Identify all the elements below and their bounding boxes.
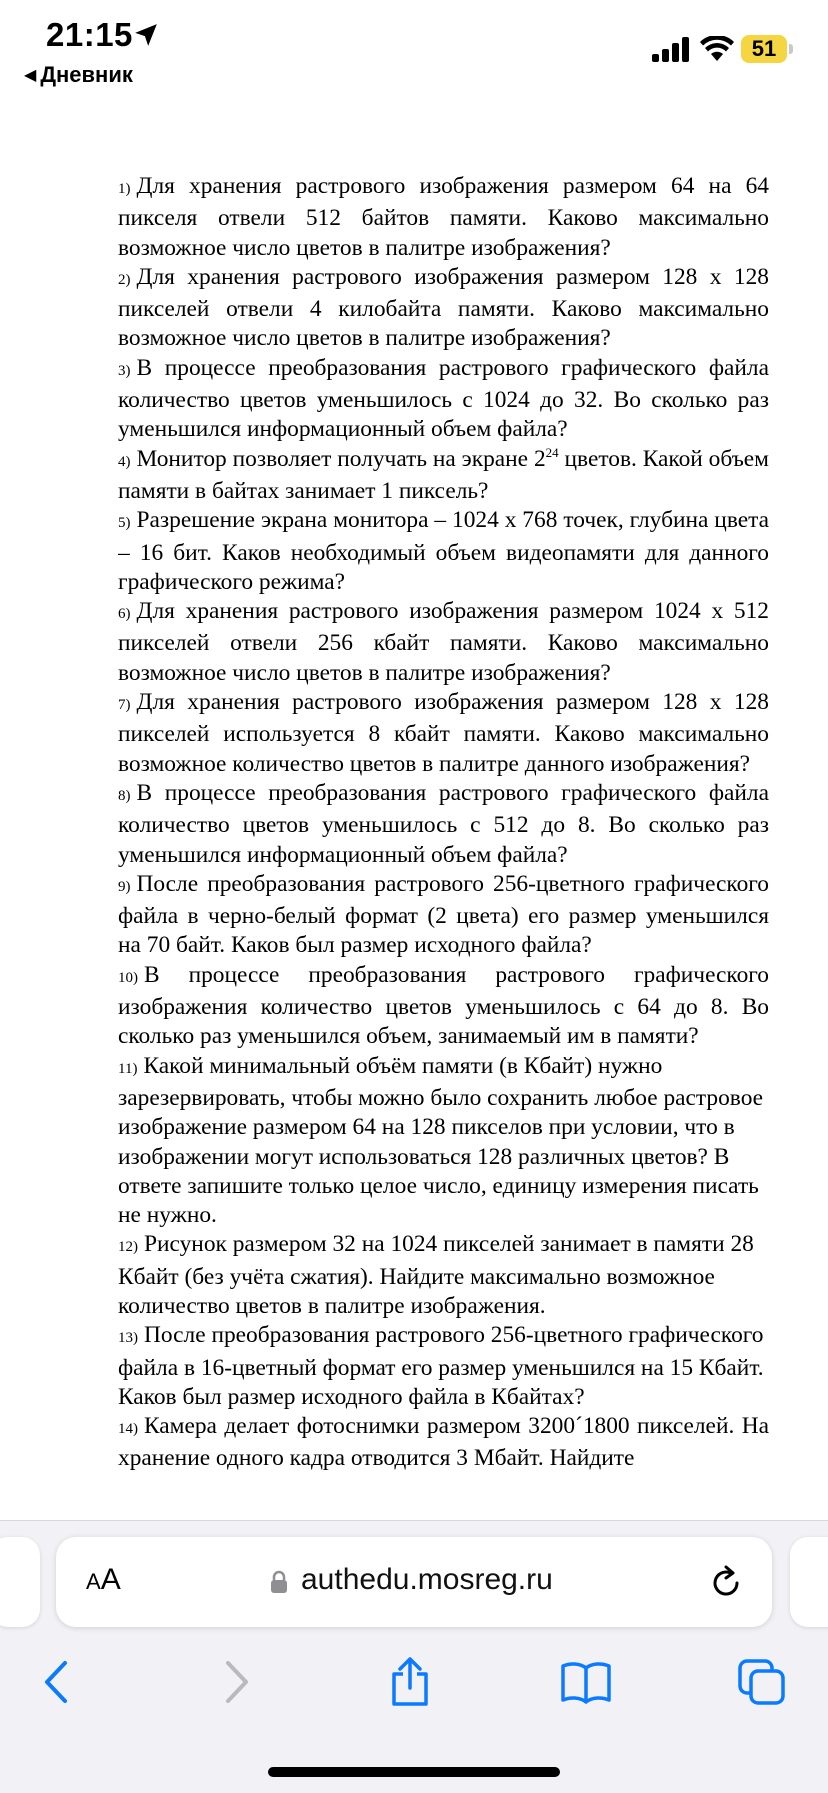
bookmarks-button[interactable] (556, 1654, 616, 1710)
address-bar[interactable] (56, 1537, 772, 1627)
question-8: 8) В процессе преобразования растрового графического файла количество цветов уменьшилось с 512 до 8. Во сколько раз уменьшился информационный объем файла? (118, 779, 769, 868)
back-button[interactable] (26, 1654, 86, 1710)
question-3: 3) В процессе преобразования растрового графического файла количество цветов уменьшилось с 1024 до 32. Во сколько раз уменьшился информационный объем файла? (118, 354, 769, 443)
question-14: 14) Камера делает фотоснимки размером 3200´1800 пикселей. На хранение одного кадра отводится 3 Мбайт. Найдите (118, 1413, 769, 1472)
tabs-icon (737, 1658, 787, 1706)
back-to-app-button[interactable] (24, 62, 133, 88)
question-4: 4) Монитор позволяет получать на экране $2^{24}$ цветов. Какой объем памяти в байтах занимает 1 пиксель? (118, 444, 769, 504)
status-bar (0, 0, 828, 100)
battery-indicator: 51 (741, 35, 787, 63)
question-12: 12) Рисунок размером 32 на 1024 пикселей занимает в памяти 28 Кбайт (без учёта сжатия). Найдите максимально возможное количество цветов в палитре изображения. (118, 1231, 754, 1319)
question-2: 2) Для хранения растрового изображения размером 128 x 128 пикселей отвели 4 килобайта памяти. Каково максимально возможное число цветов в палитре изображения? (118, 263, 769, 352)
forward-button[interactable] (207, 1654, 267, 1710)
question-5: 5) Разрешение экрана монитора – 1024 x 768 точек, глубина цвета – 16 бит. Каков необходимый объем видеопамяти для данного графического режима? (118, 507, 769, 595)
question-10: 10) В процессе преобразования растрового графического изображения количество цветов уменьшилось с 64 до 8. Во сколько раз уменьшился объем, занимаемый им в памяти? (118, 961, 769, 1050)
reload-icon[interactable] (708, 1565, 744, 1601)
lock-icon (270, 1570, 288, 1594)
back-app-label: Дневник (40, 62, 133, 87)
next-tab-card[interactable] (790, 1537, 828, 1627)
clock: 21:15 (46, 16, 133, 53)
question-11: 11) Какой минимальный объём памяти (в Кбайт) нужно зарезервировать, чтобы можно было сохранить любое растровое изображение размером 64 на 128 пикселов при условии, что в изображении могут использоваться 128 различных цветов? В ответе запишите только целое число, единицу измерения писать не нужно. (118, 1052, 764, 1229)
url-text[interactable]: authedu.mosreg.ru (301, 1563, 553, 1596)
document-content (118, 172, 769, 1520)
back-icon (41, 1660, 71, 1704)
tabs-button[interactable] (732, 1654, 792, 1710)
location-arrow-icon (133, 22, 159, 48)
forward-icon (222, 1660, 252, 1704)
home-indicator[interactable] (268, 1767, 560, 1777)
battery-tip (789, 44, 793, 54)
wifi-icon (700, 36, 734, 62)
question-7: 7) Для хранения растрового изображения размером 128 x 128 пикселей используется 8 кбайт памяти. Каково максимально возможное количество цветов в палитре данного изображения? (118, 689, 769, 777)
previous-tab-card[interactable] (0, 1537, 40, 1627)
question-13: 13) После преобразования растрового 256-цветного графического файла в 16-цветный формат его размер уменьшился на 15 Кбайт. Каков был размер исходного файла в Кбайтах? (118, 1322, 764, 1410)
share-button[interactable] (380, 1654, 440, 1710)
exponent: 24 (545, 444, 559, 460)
page-settings-button[interactable]: AA (86, 1563, 121, 1596)
question-6: 6) Для хранения растрового изображения размером 1024 x 512 пикселей отвели 256 кбайт памяти. Каково максимально возможное число цветов в палитре изображения? (118, 598, 769, 686)
question-9: 9) После преобразования растрового 256-цветного графического файла в черно-белый формат (2 цвета) его размер уменьшился на 70 байт. Каков был размер исходного файла? (118, 870, 769, 959)
back-triangle-icon: ◀ (24, 67, 37, 84)
cellular-signal-icon (652, 36, 692, 62)
share-icon (388, 1656, 432, 1708)
question-1: 1) Для хранения растрового изображения размером 64 на 64 пикселя отвели 512 байтов памяти. Каково максимально возможное число цветов в палитре изображения? (118, 173, 769, 261)
bookmarks-icon (560, 1660, 612, 1704)
